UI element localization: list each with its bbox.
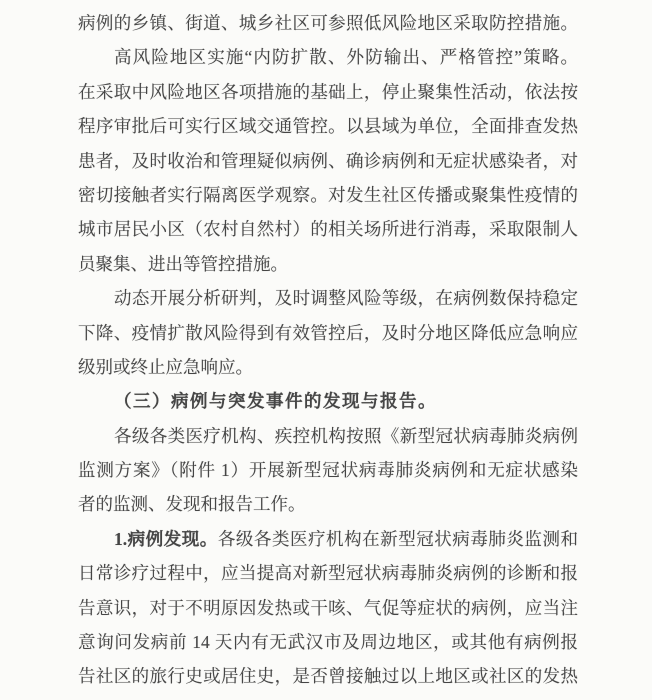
document-line: 意询问发病前 14 天内有无武汉市及周边地区，或其他有病例报	[78, 632, 578, 653]
document-line: 告意识，对于不明原因发热或干咳、气促等症状的病例，应当注	[78, 597, 578, 618]
document-line: 程序审批后可实行区域交通管控。以县域为单位，全面排查发热	[78, 116, 578, 137]
document-line: 告社区的旅行史或居住史，是否曾接触过以上地区或社区的发热	[78, 666, 578, 687]
document-line	[78, 522, 578, 556]
document-line: 级别或终止应急响应。	[78, 356, 253, 377]
document-line: 日常诊疗过程中，应当提高对新型冠状病毒肺炎病例的诊断和报	[78, 563, 578, 584]
document-line: 在采取中风险地区各项措施的基础上，停止聚集性活动，依法按	[78, 81, 578, 102]
document-line: 员聚集、进出等管控措施。	[78, 253, 288, 274]
document-line: 者的监测、发现和报告工作。	[78, 494, 306, 515]
document-line: 密切接触者实行隔离医学观察。对发生社区传播或聚集性疫情的	[78, 184, 578, 205]
document-line: 动态开展分析研判，及时调整风险等级，在病例数保持稳定	[114, 288, 578, 309]
document-line: 下降、疫情扩散风险得到有效管控后，及时分地区降低应急响应	[78, 322, 578, 343]
document-line: 病例的乡镇、街道、城乡社区可参照低风险地区采取防控措施。	[78, 13, 578, 33]
numbered-item-label: 1.病例发现。	[114, 528, 218, 549]
document-line: 患者，及时收治和管理疑似病例、确诊病例和无症状感染者，对	[78, 150, 578, 171]
line-text: 各级各类医疗机构在新型冠状病毒肺炎监测和	[217, 528, 579, 549]
document-line: 城市居民小区（农村自然村）的相关场所进行消毒，采取限制人	[78, 219, 578, 240]
document-line: 各级各类医疗机构、疾控机构按照《新型冠状病毒肺炎病例	[114, 425, 578, 446]
document-line: 监测方案》（附件 1）开展新型冠状病毒肺炎病例和无症状感染	[78, 460, 578, 481]
document-line: 高风险地区实施“内防扩散、外防输出、严格管控”策略。	[114, 47, 578, 68]
section-heading: （三）病例与突发事件的发现与报告。	[114, 391, 437, 412]
